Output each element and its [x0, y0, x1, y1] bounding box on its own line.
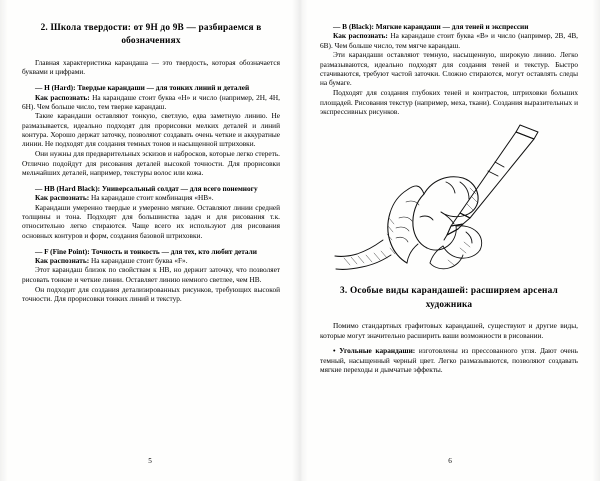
- entry-how-h: [22, 93, 280, 112]
- entry-heading-charcoal: [320, 346, 578, 374]
- entry-body-charcoal: изготовлены из прессованного угля. Дают очень темный, насыщенный черный цвет. Легко размазываются, позволяют создавать мягкие переходы и дымчатые эффекты.: [320, 346, 578, 375]
- entry-heading-b: [320, 22, 578, 31]
- entry-body-b-2: Подходят для создания глубоких теней и контрастов, штриховки больших площадей. Рисования текстур (например, меха, ткани). Создания выразительных и экспрессивных рисунков.: [320, 88, 578, 116]
- page-title-left: 2. Школа твердости: от 9Н до 9В — разбираемся в обозначениях: [40, 23, 262, 47]
- entry-heading-f-text: F (Fine Point): Точность и тонкость — для тех, кто любит детали: [44, 246, 257, 256]
- entry-how-hb: [22, 193, 280, 202]
- bullet-dot: •: [333, 346, 340, 356]
- entry-heading-charcoal-text: Угольные карандаши:: [339, 346, 416, 356]
- bullet-dash: —: [35, 83, 45, 93]
- page-number-left: 5: [148, 457, 152, 465]
- entry-heading-b-text: B (Black): Мягкие карандаши — для теней и экспрессии: [342, 22, 529, 31]
- page-title-right: 3. Особые виды карандашей: расширяем арсенал художника: [340, 286, 558, 310]
- entry-body-h-2: Они нужны для предварительных эскизов и набросков, которые легко стереть. Отлично подойдут для рисования деталей высокой точности. Для прорисовки мельчайших деталей, например, текстуры волос или кожа.: [22, 149, 280, 178]
- page-right: [300, 0, 600, 481]
- how-text-b: На карандаше стоит буква «В» и число (например, 2В, 4В, 6В). Чем больше число, тем мягче карандаш.: [320, 31, 579, 50]
- entry-body-h-1: Такие карандаши оставляют тонкую, светлую, едва заметную линию. Не размазывается, идеально подходят для прорисовки мелких деталей и линий контура. Хорошо держат заточку, позволяют создавать очень четкие и аккуратные линии. Не подходят для создания темных тонов и насыщенной штриховки.: [22, 111, 280, 149]
- entry-how-f: [22, 256, 280, 265]
- entry-body-b-1: Эти карандаши оставляют темную, насыщенную, широкую линию. Легко размазываются, идеально подходят для создания теней и текстур. Быстро стачиваются, требуют частой заточки. Сложно стираются, могут оставлять следы на бумаге.: [320, 50, 578, 88]
- entry-body-f-2: Он подходит для создания детализированных рисунков, требующих высокой точности. Для прорисовки тонких линий и текстур.: [22, 284, 280, 304]
- entry-heading-h-text: H (Hard): Твердые карандаши — для тонких линий и деталей: [44, 83, 250, 93]
- how-label-f: Как распознать:: [35, 256, 90, 266]
- entry-heading-hb-text: HB (Hard Black): Универсальный солдат — для всего понемногу: [44, 183, 258, 193]
- page-number-right: 6: [448, 457, 452, 465]
- entry-heading-hb: [22, 184, 280, 193]
- intro-paragraph-left: Главная характеристика карандаша — это твердость, которая обозначается буквами и цифрами.: [22, 57, 280, 77]
- bullet-dash: —: [333, 22, 343, 31]
- entry-how-b: [320, 31, 578, 50]
- how-text-f: На карандаше стоит буква «F».: [90, 256, 188, 266]
- entry-body-hb-1: Карандаши умеренно твердые и умеренно мягкие. Оставляют линии средней толщины и тона. Подходят для большинства задач и для рисования т.к. относительно легко стираются. Чаще всего их используют для рисования основных контуров и форм, создания базовой штриховки.: [22, 202, 280, 240]
- bullet-dash: —: [35, 183, 45, 193]
- entry-heading-f: [22, 247, 280, 256]
- bullet-dash: —: [35, 246, 45, 256]
- how-text-h: На карандаше стоит буква «Н» и число (например, 2Н, 4Н, 6Н). Чем больше число, тем тверже карандаш.: [22, 92, 280, 111]
- hand-holding-pencil-illustration: [320, 122, 578, 274]
- intro-paragraph-right: Помимо стандартных графитовых карандашей, существуют и другие виды, которые могут значительно расширить ваши возможности в рисовании.: [320, 321, 578, 340]
- how-label-h: Как распознать:: [35, 92, 90, 102]
- how-label-hb: Как распознать:: [35, 193, 90, 203]
- entry-body-f-1: Этот карандаш близок по свойствам к НВ, но держит заточку, что позволяет рисовать тонкие и четкие линии. Оставляет линию немного светлее, чем НВ.: [22, 265, 280, 284]
- entry-heading-h: [22, 83, 280, 92]
- how-label-b: Как распознать:: [333, 31, 388, 41]
- how-text-hb: На карандаше стоит комбинация «НВ».: [90, 193, 214, 203]
